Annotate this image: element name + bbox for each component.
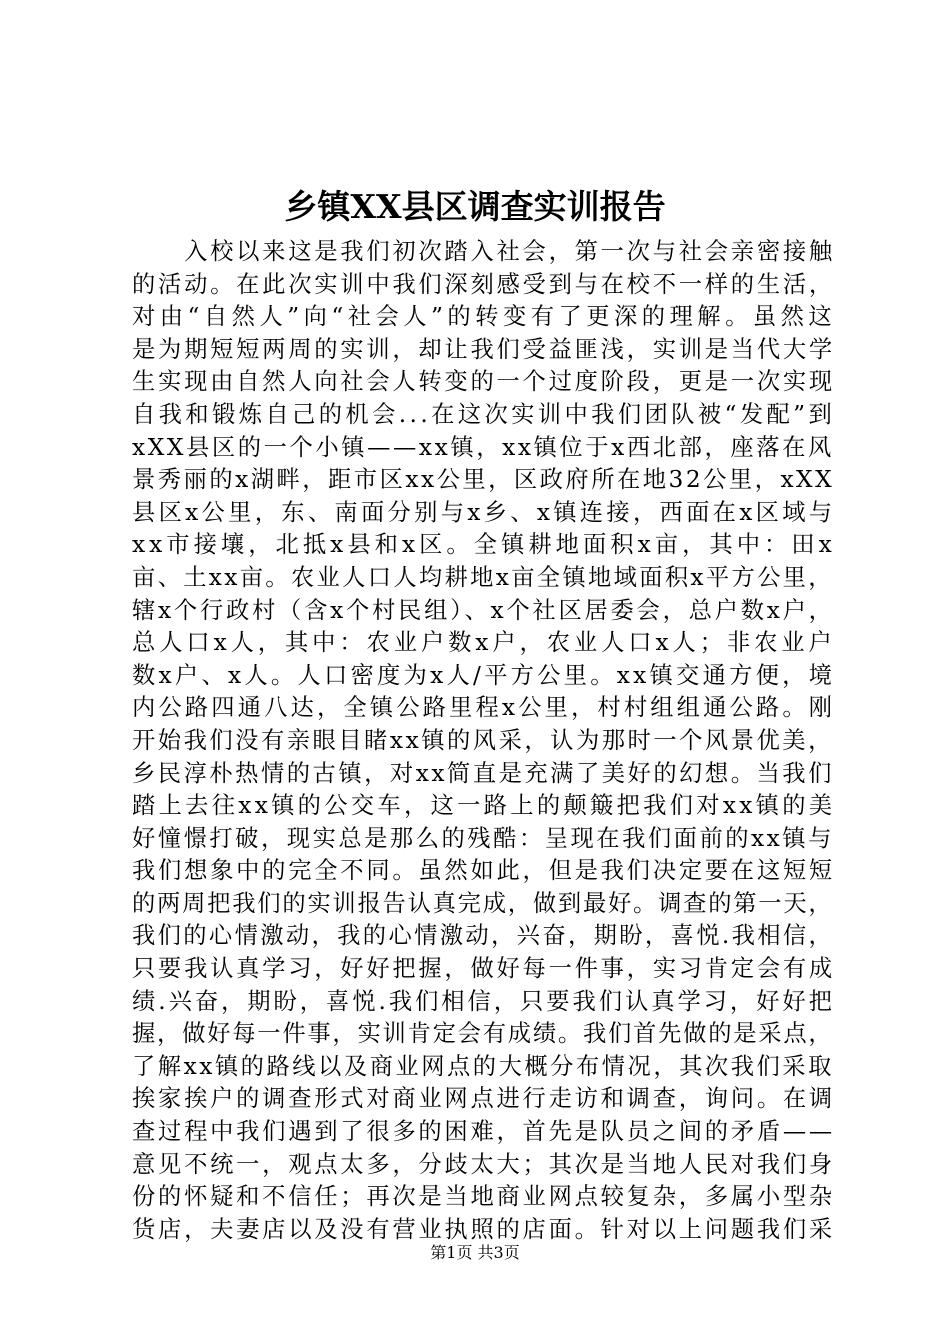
body-line: 内公路四通八达，全镇公路里程x公里，村村组组通公路。刚 xyxy=(132,694,836,722)
body-line: 绩.兴奋，期盼，喜悦.我们相信，只要我们认真学习，好好把 xyxy=(132,987,835,1015)
document-body xyxy=(132,236,837,1246)
body-line: 了解xx镇的路线以及商业网点的大概分布情况，其次我们采取 xyxy=(132,1052,834,1080)
body-line: 我们想象中的完全不同。虽然如此，但是我们决定要在这短短 xyxy=(132,857,835,885)
body-line: 生实现由自然人向社会人转变的一个过度阶段，更是一次实现 xyxy=(132,368,835,396)
body-line: 的两周把我们的实训报告认真完成，做到最好。调查的第一天， xyxy=(132,889,834,917)
body-line: 查过程中我们遇到了很多的困难，首先是队员之间的矛盾—— xyxy=(132,1118,835,1146)
body-line: 的活动。在此次实训中我们深刻感受到与在校不一样的生活， xyxy=(132,270,835,298)
body-line: 乡民淳朴热情的古镇，对xx简直是充满了美好的幻想。当我们 xyxy=(132,759,834,787)
body-line: 是为期短短两周的实训，却让我们受益匪浅，实训是当代大学 xyxy=(132,335,835,363)
document-title: 乡镇XX县区调查实训报告 xyxy=(284,187,666,226)
body-line: 自我和锻炼自己的机会...在这次实训中我们团队被“发配”到 xyxy=(132,400,836,428)
body-line: 意见不统一，观点太多，分歧太大；其次是当地人民对我们身 xyxy=(132,1150,835,1178)
body-line: 踏上去往xx镇的公交车，这一路上的颠簸把我们对xx镇的美 xyxy=(132,792,836,820)
body-line: 辖x个行政村（含x个村民组）、x个社区居委会，总户数x户， xyxy=(132,596,835,624)
body-line: 好憧憬打破，现实总是那么的残酷：呈现在我们面前的xx镇与 xyxy=(132,824,834,852)
body-line: 总人口x人，其中：农业户数x户，农业人口x人；非农业户 xyxy=(132,629,836,657)
body-line: 入校以来这是我们初次踏入社会，第一次与社会亲密接触 xyxy=(132,238,835,265)
body-line: 数x户、x人。人口密度为x人/平方公里。xx镇交通方便，境 xyxy=(132,661,836,689)
page-number: 第1页 共3页 xyxy=(430,1243,520,1262)
body-line: 只要我认真学习，好好把握，做好每一件事，实习肯定会有成 xyxy=(132,955,835,983)
body-line: 我们的心情激动，我的心情激动，兴奋，期盼，喜悦.我相信， xyxy=(132,922,835,950)
body-line: 握，做好每一件事，实训肯定会有成绩。我们首先做的是采点， xyxy=(132,1020,834,1048)
body-line: 份的怀疑和不信任；再次是当地商业网点较复杂，多属小型杂 xyxy=(132,1183,835,1211)
body-line: xXX县区的一个小镇——xx镇，xx镇位于x西北部，座落在风 xyxy=(132,433,834,461)
body-line: 县区x公里，东、南面分别与x乡、x镇连接，西面在x区域与 xyxy=(132,498,836,526)
body-line: 景秀丽的x湖畔，距市区xx公里，区政府所在地32公里，xXX xyxy=(132,466,835,494)
body-line: 货店，夫妻店以及没有营业执照的店面。针对以上问题我们采 xyxy=(132,1215,835,1243)
body-line: 对由“自然人”向“社会人”的转变有了更深的理解。虽然这 xyxy=(132,303,837,331)
body-line: 开始我们没有亲眼目睹xx镇的风采，认为那时一个风景优美， xyxy=(132,726,834,754)
body-line: 亩、土xx亩。农业人口人均耕地x亩全镇地域面积x平方公里， xyxy=(132,563,834,591)
body-line: 挨家挨户的调查形式对商业网点进行走访和调查，询问。在调 xyxy=(132,1085,835,1113)
body-line: xx市接壤，北抵x县和x区。全镇耕地面积x亩，其中：田x xyxy=(132,531,836,559)
